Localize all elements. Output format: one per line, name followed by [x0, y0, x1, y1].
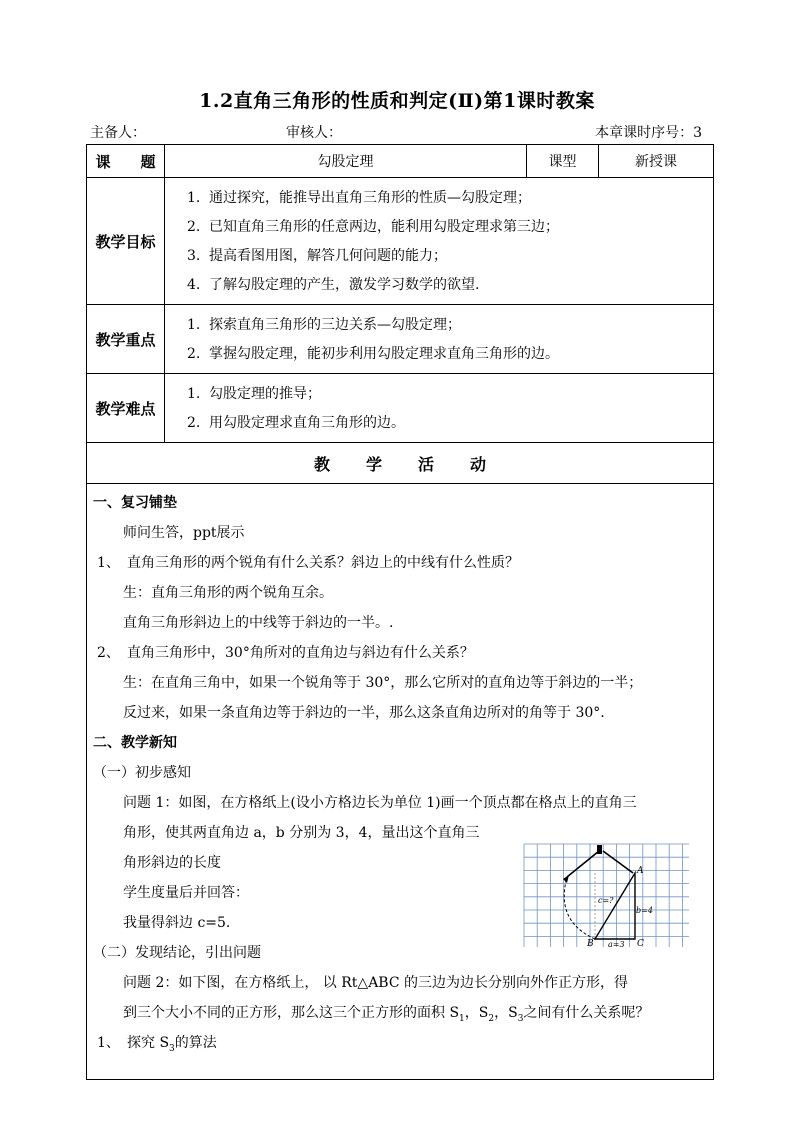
compass-leg-right [603, 851, 633, 873]
preparer-label: 主备人： [90, 125, 146, 141]
section-heading-review: 一、复习铺垫 [93, 495, 177, 511]
answer-1a: 生：直角三角形的两个锐角互余。 [123, 585, 333, 601]
problem-1-line-4: 学生度量后并回答： [123, 885, 249, 901]
label-b: b=4 [636, 906, 653, 915]
label-A: A [637, 866, 644, 876]
answer-2b: 反过来，如果一条直角边等于斜边的一半，那么这条直角边所对的角等于 30°. [123, 705, 605, 721]
type-value: 新授课 [599, 145, 714, 178]
subsection-2: （二）发现结论，引出问题 [93, 945, 261, 961]
question-3: 1、 探究 $S_3$的算法 [97, 1035, 217, 1054]
topic-value: 勾股定理 [165, 145, 527, 178]
list-item: 1. 勾股定理的推导； [187, 386, 321, 402]
activity-row [87, 484, 714, 1080]
activity-header-row [87, 443, 714, 484]
list-item: 1. 通过探究，能推导出直角三角形的性质—勾股定理； [187, 190, 531, 206]
objectives-list [165, 178, 714, 305]
objectives-row [87, 178, 714, 305]
topic-label: 课 题 [87, 145, 165, 178]
problem-1-line-5: 我量得斜边 c=5. [123, 915, 231, 931]
reviewer-label: 审核人： [286, 125, 342, 141]
list-item: 2. 已知直角三角形的任意两边，能利用勾股定理求第三边； [187, 219, 559, 235]
topic-row [87, 145, 714, 178]
compass-leg-left [567, 851, 599, 877]
list-item: 2. 掌握勾股定理，能初步利用勾股定理求直角三角形的边。 [187, 346, 559, 362]
difficulties-label: 教学难点 [87, 374, 165, 443]
problem-1-line-3: 角形斜边的长度 [123, 855, 221, 871]
question-1: 1、 直角三角形的两个锐角有什么关系？斜边上的中线有什么性质？ [97, 555, 519, 571]
keypoints-list [165, 305, 714, 374]
section-heading-new: 二、教学新知 [93, 735, 177, 751]
problem-2-line-2: 到三个大小不同的正方形，那么这三个正方形的面积 $S_1$，$S_2$，$S_3$之间有什么关系呢？ [123, 1005, 650, 1024]
keypoints-label: 教学重点 [87, 305, 165, 374]
problem-1-line-2: 角形，使其两直角边 a，b 分别为 3，4，量出这个直角三 [123, 825, 480, 841]
sequence-label: 本章课时序号：3 [595, 125, 702, 141]
objectives-label: 教学目标 [87, 178, 165, 305]
lesson-plan-table [86, 144, 714, 1080]
type-label: 课型 [527, 145, 599, 178]
problem-2-line-1: 问题 2：如下图，在方格纸上， 以 Rt△ABC 的三边为边长分别向外作正方形，得 [123, 975, 629, 991]
compass-handle [597, 845, 602, 854]
activity-header: 教学活动 [87, 443, 714, 484]
keypoints-row [87, 305, 714, 374]
meta-row [90, 122, 712, 142]
label-C: C [637, 939, 644, 949]
answer-2a: 生：在直角三角中，如果一个锐角等于 30°，那么它所对的直角边等于斜边的一半； [123, 675, 643, 691]
answer-1b: 直角三角形斜边上的中线等于斜边的一半。. [123, 615, 394, 631]
difficulties-row [87, 374, 714, 443]
list-item: 1. 探索直角三角形的三边关系—勾股定理； [187, 317, 461, 333]
difficulties-list [165, 374, 714, 443]
subsection-1: （一）初步感知 [93, 765, 191, 781]
right-triangle [595, 873, 635, 939]
triangle-grid-figure [523, 843, 691, 949]
list-item: 3. 提高看图用图，解答几何问题的能力； [187, 248, 447, 264]
problem-1-line-1: 问题 1：如图，在方格纸上(设小方格边长为单位 1)画一个顶点都在格点上的直角三 [123, 795, 637, 811]
question-2: 2、 直角三角形中，30°角所对的直角边与斜边有什么关系？ [97, 645, 474, 661]
label-a: a=3 [608, 940, 625, 949]
activity-content [87, 484, 714, 1080]
label-hypotenuse: c=? [598, 896, 614, 905]
document-title: 1.2直角三角形的性质和判定(Ⅱ)第1课时教案 [199, 90, 595, 112]
list-item: 4. 了解勾股定理的产生，激发学习数学的欲望. [187, 277, 480, 293]
label-B: B [587, 939, 594, 949]
review-intro: 师问生答，ppt展示 [123, 525, 245, 541]
list-item: 2. 用勾股定理求直角三角形的边。 [187, 415, 405, 431]
